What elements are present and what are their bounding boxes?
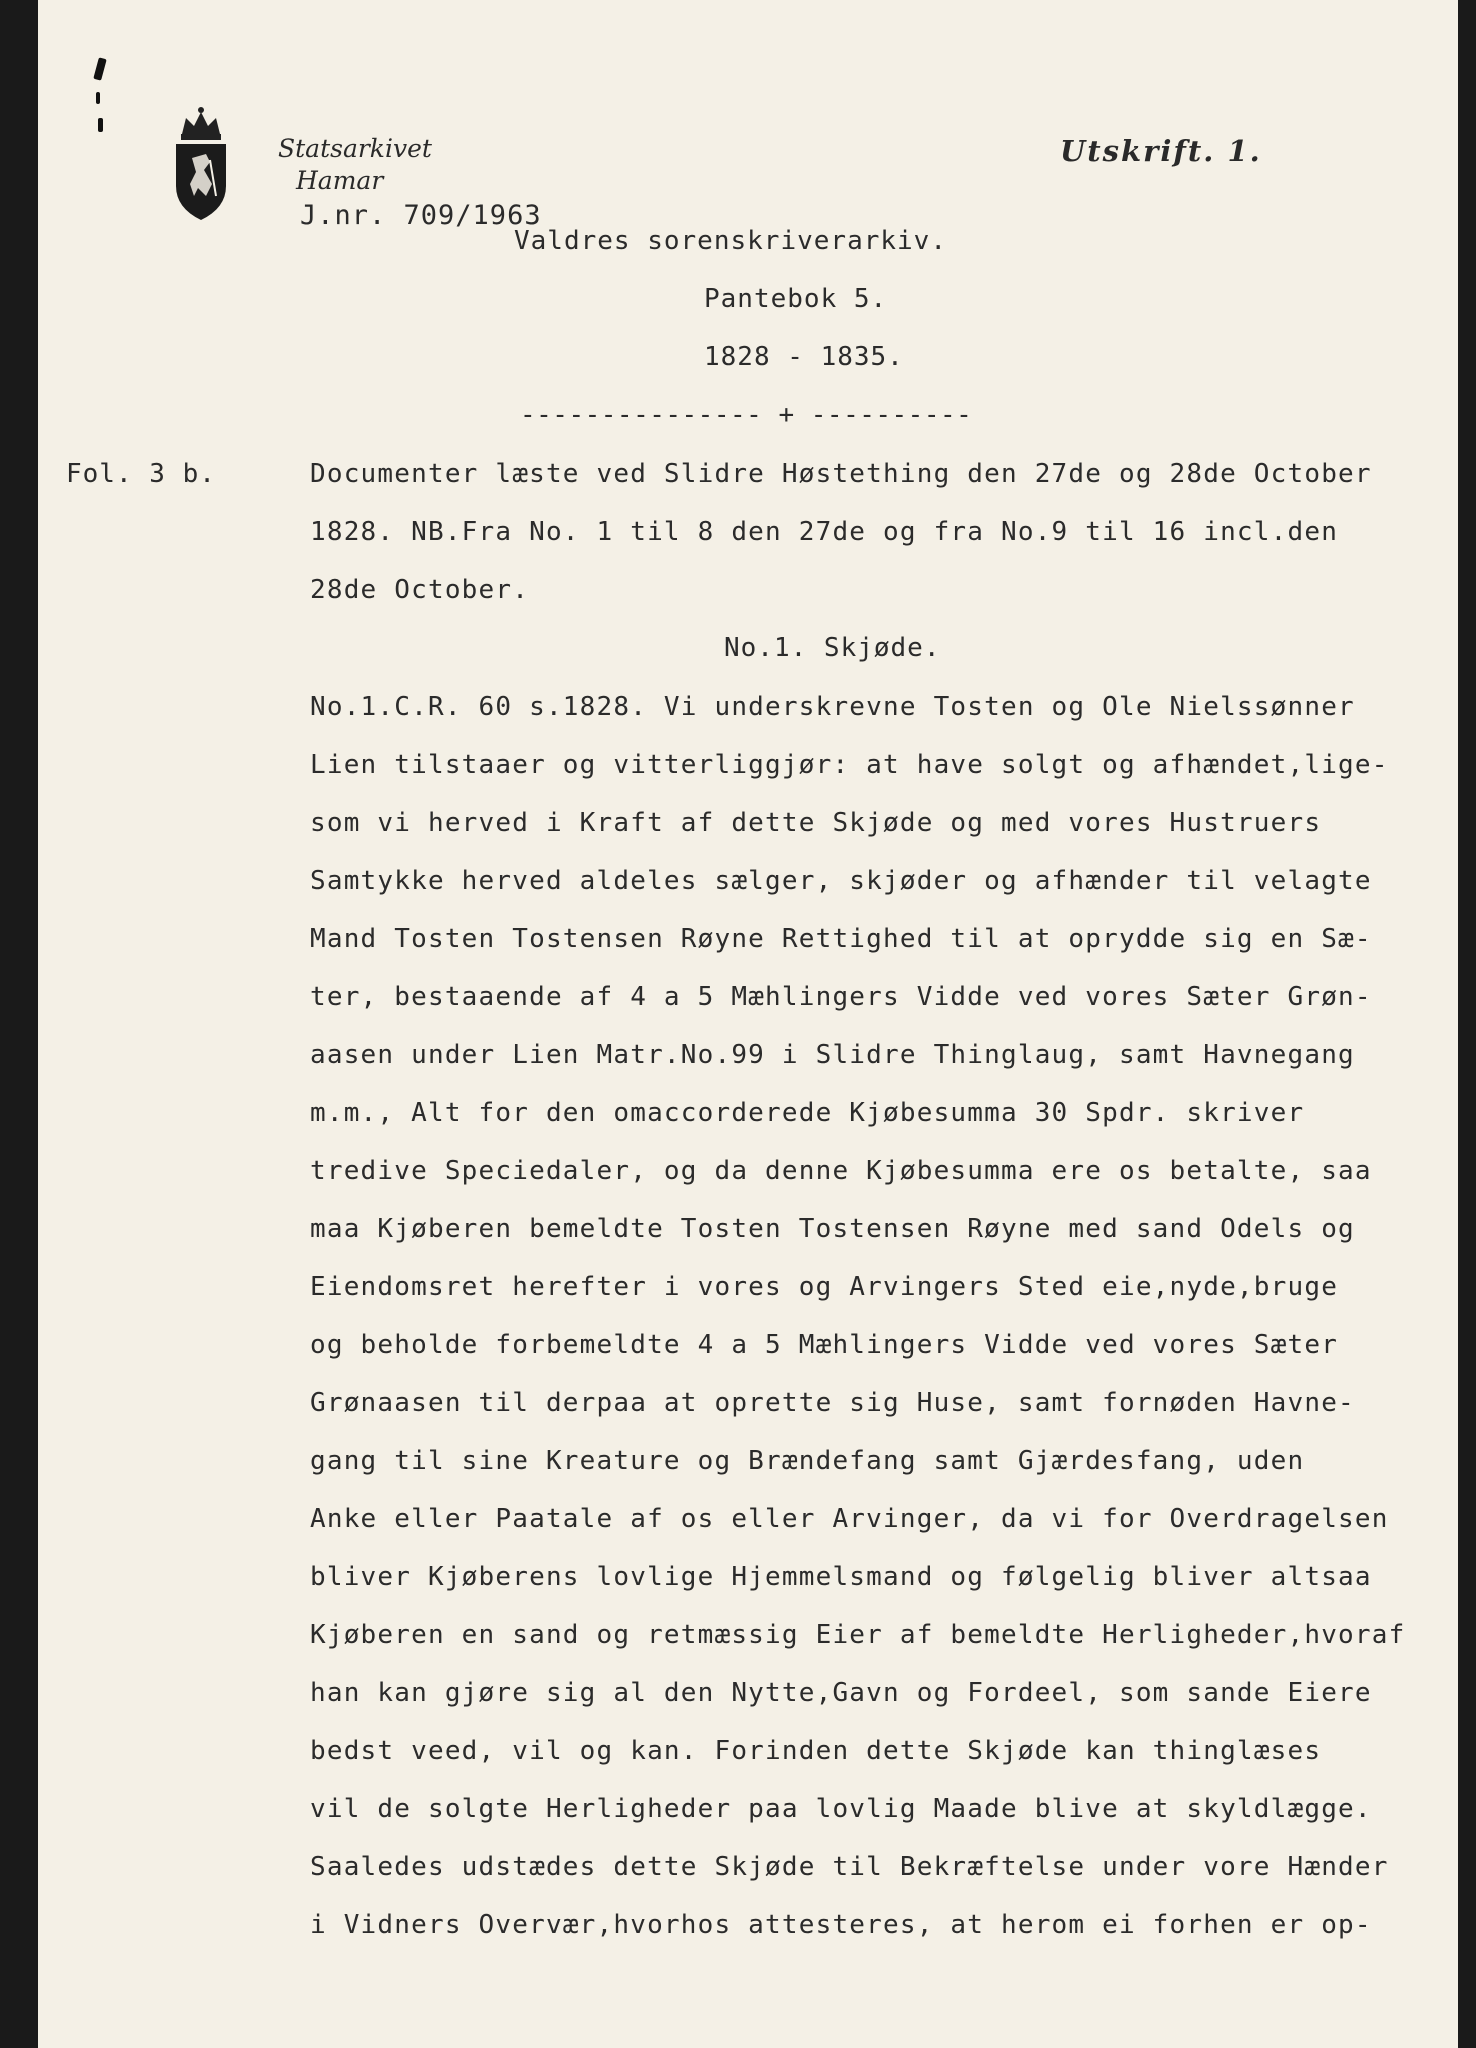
body-line: Saaledes udstædes dette Skjøde til Bekræftelse under vore Hænder: [310, 1852, 1389, 1882]
body-line: Anke eller Paatale af os eller Arvinger, da vi for Overdragelsen: [310, 1504, 1389, 1534]
intro-line: Documenter læste ved Slidre Høstething den 27de og 28de October: [310, 459, 1372, 489]
binder-mark: [93, 57, 106, 80]
body-line: bedst veed, vil og kan. Forinden dette Skjøde kan thinglæses: [310, 1736, 1322, 1766]
body-line: bliver Kjøberens lovlige Hjemmelsmand og følgelig bliver altsaa: [310, 1562, 1372, 1592]
body-line: gang til sine Kreature og Brændefang samt Gjærdesfang, uden: [310, 1446, 1305, 1476]
body-line: Grønaasen til derpaa at oprette sig Huse, samt fornøden Havne-: [310, 1388, 1355, 1418]
coat-of-arms-icon: [172, 104, 230, 224]
body-line: i Vidners Overvær,hvorhos attesteres, at herom ei forhen er op-: [310, 1910, 1372, 1940]
intro-line: 28de October.: [310, 575, 530, 605]
body-line: vil de solgte Herligheder paa lovlig Maade blive at skyldlægge.: [310, 1794, 1372, 1824]
body-line: m.m., Alt for den omaccorderede Kjøbesumma 30 Spdr. skriver: [310, 1098, 1305, 1128]
folio-margin-note: Fol. 3 b.: [66, 459, 216, 489]
body-line: tredive Speciedaler, og da denne Kjøbesumma ere os betalte, saa: [310, 1156, 1372, 1186]
body-line: Lien tilstaaer og vitterliggjør: at have solgt og afhændet,lige-: [310, 750, 1389, 780]
journal-number: J.nr. 709/1963: [300, 200, 542, 231]
body-line: han kan gjøre sig al den Nytte,Gavn og Fordeel, som sande Eiere: [310, 1678, 1372, 1708]
copy-label: Utskrift. 1.: [1060, 134, 1262, 168]
body-line: Samtykke herved aldeles sælger, skjøder og afhænder til velagte: [310, 866, 1372, 896]
collection-title: Valdres sorenskriverarkiv.: [514, 226, 947, 256]
document-page: [38, 0, 1458, 2048]
body-line: og beholde forbemeldte 4 a 5 Mæhlingers Vidde ved vores Sæter: [310, 1330, 1339, 1360]
body-line: ter, bestaaende af 4 a 5 Mæhlingers Vidde ved vores Sæter Grøn-: [310, 982, 1372, 1012]
archive-name: Statsarkivet: [278, 134, 432, 163]
body-line: Eiendomsret herefter i vores og Arvingers Sted eie,nyde,bruge: [310, 1272, 1339, 1302]
years-title: 1828 - 1835.: [704, 342, 904, 372]
body-line: aasen under Lien Matr.No.99 i Slidre Thinglaug, samt Havnegang: [310, 1040, 1355, 1070]
body-line: Kjøberen en sand og retmæssig Eier af bemeldte Herligheder,hvoraf: [310, 1620, 1406, 1650]
binder-mark: [96, 92, 100, 104]
body-line: Mand Tosten Tostensen Røyne Rettighed til at oprydde sig en Sæ-: [310, 924, 1372, 954]
intro-line: 1828. NB.Fra No. 1 til 8 den 27de og fra No.9 til 16 incl.den: [310, 517, 1339, 547]
body-line: No.1.C.R. 60 s.1828. Vi underskrevne Tosten og Ole Nielssønner: [310, 692, 1355, 722]
body-line: som vi herved i Kraft af dette Skjøde og med vores Hustruers: [310, 808, 1322, 838]
volume-title: Pantebok 5.: [704, 284, 888, 314]
archive-city: Hamar: [296, 166, 384, 195]
binder-mark: [98, 118, 103, 132]
deed-heading: No.1. Skjøde.: [724, 633, 941, 663]
body-line: maa Kjøberen bemeldte Tosten Tostensen Røyne med sand Odels og: [310, 1214, 1355, 1244]
separator-line: --------------- + ----------: [520, 400, 973, 430]
